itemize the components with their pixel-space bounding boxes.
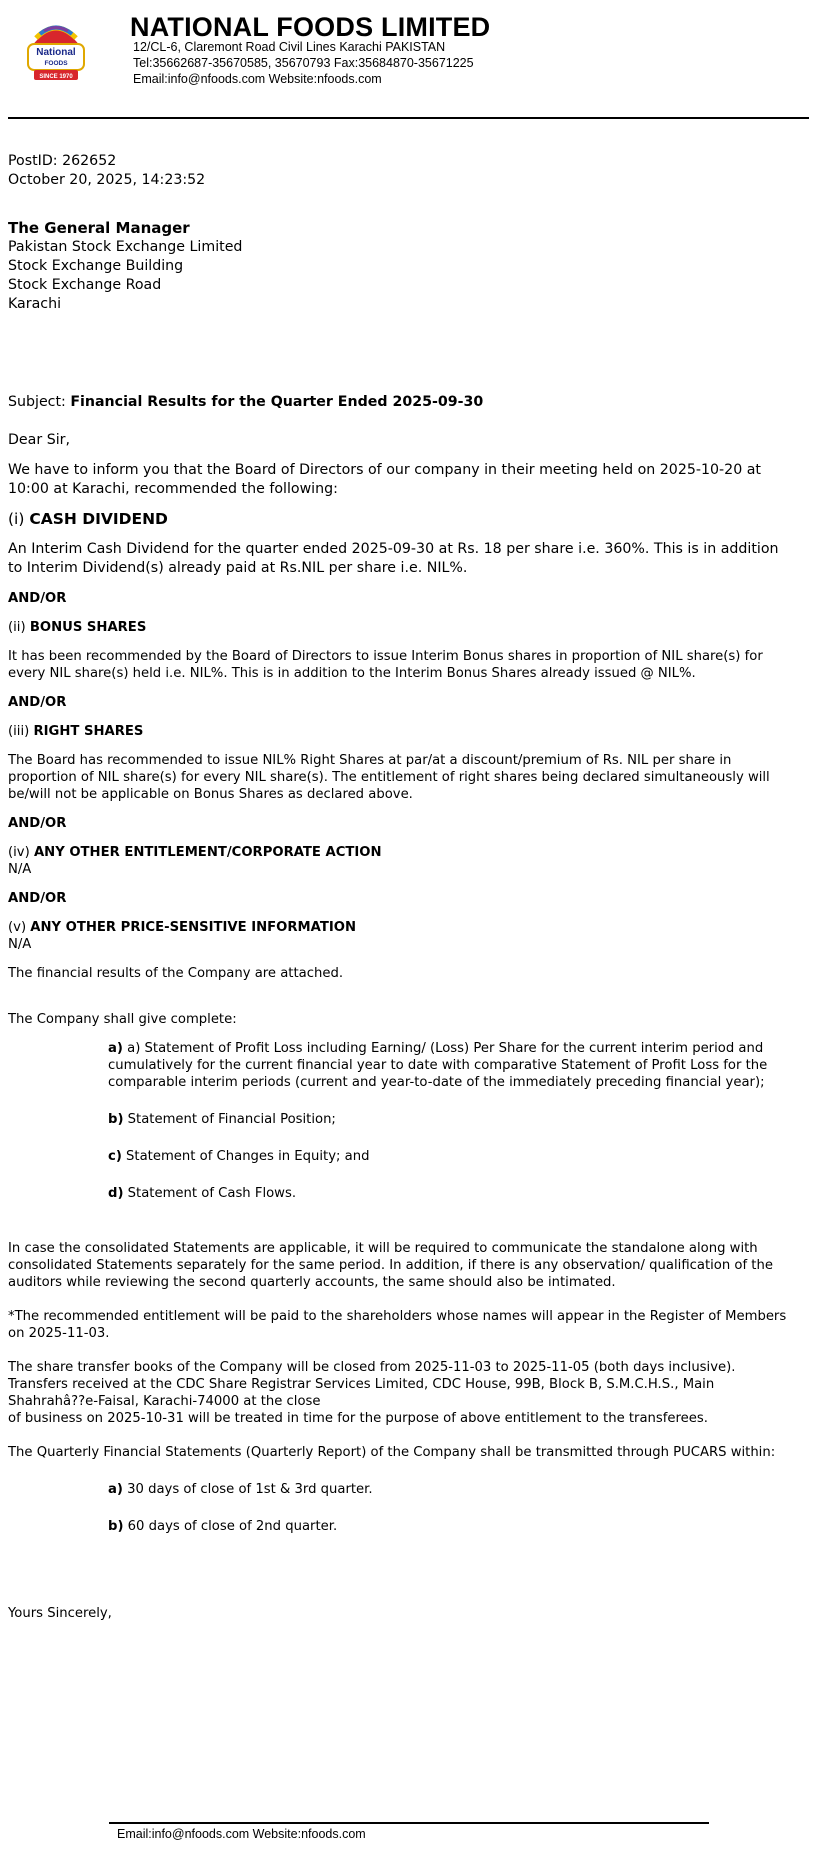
letterhead [0,0,817,120]
bonus-text: It has been recommended by the Board of Directors to issue Interim Bonus shares in proportion of NIL share(s) for every NIL share(s) held i.e. NIL%. This is in addition to the Interim Bonus Shares already issued @ NIL%. [8,649,763,681]
timeline-text: 60 days of close of 2nd quarter. [123,1519,338,1534]
company-email-web: Email:info@nfoods.com Website:nfoods.com [133,72,382,86]
section-number: (iii) [8,724,34,739]
statement-text: Statement of Cash Flows. [123,1186,297,1201]
letter-body [8,152,793,1622]
company-phone: Tel:35662687-35670585, 35670793 Fax:35684870-35671225 [133,56,474,70]
section-number: (i) [8,510,30,528]
post-id: PostID: 262652 [8,153,117,169]
addressee-line: Stock Exchange Road [8,277,162,293]
timeline-label: a) [108,1482,123,1497]
quarterly-paragraph: The Quarterly Financial Statements (Quarterly Report) of the Company shall be transmitted through PUCARS within: [8,1445,776,1460]
section-number: (iv) [8,845,34,860]
company-name: NATIONAL FOODS LIMITED [130,12,491,42]
statement-text: a) Statement of Profit Loss including Earning/ (Loss) Per Share for the current interim period and cumulatively for the current financial year to date with comparative Statement of Profit Loss for the comparable interim periods (current and year-to-date of the immediately preceding financial year); [108,1041,768,1090]
addressee-line: Stock Exchange Building [8,258,184,274]
andor-label: AND/OR [8,816,67,831]
addressee-title: The General Manager [8,219,190,237]
cash-dividend-text: An Interim Cash Dividend for the quarter ended 2025-09-30 at Rs. 18 per share i.e. 360%. This is in addition to Interim Dividend(s) already paid at Rs.NIL per share i.e. NIL%. [8,541,779,576]
andor-label: AND/OR [8,591,67,606]
intro-paragraph: We have to inform you that the Board of Directors of our company in their meeting held on 2025-10-20 at 10:00 at Karachi, recommended the following: [8,462,761,497]
book-closure-paragraph: The share transfer books of the Company will be closed from 2025-11-03 to 2025-11-05 (both days inclusive). Transfers received at the CDC Share Registrar Services Limited, CDC House, 99B, Block B, S.M.C.H.S., Main Shahrahâ??e-Faisal, Karachi-74000 at the close [8,1360,736,1409]
subject [8,393,793,412]
section-number: (ii) [8,620,30,635]
section-title: ANY OTHER ENTITLEMENT/CORPORATE ACTION [33,845,382,860]
footer-contact: Email:info@nfoods.com Website:nfoods.com [117,1827,366,1841]
statement-item [108,1040,793,1091]
post-datetime: October 20, 2025, 14:23:52 [8,172,206,188]
logo-name: National [36,47,76,58]
price-sensitive-heading [8,919,793,936]
statement-item [108,1111,793,1128]
other-entitlement-text: N/A [8,862,32,877]
section-title: RIGHT SHARES [33,724,144,739]
header-rule [8,117,809,119]
timeline-label: b) [108,1519,124,1534]
company-address: 12/CL-6, Claremont Road Civil Lines Karachi PAKISTAN [133,40,446,54]
consolidated-paragraph: In case the consolidated Statements are applicable, it will be required to communicate the standalone along with consolidated Statements separately for the same period. In addition, if there is any observation/ qualification of the auditors while reviewing the second quarterly accounts, the same should also be intimated. [8,1241,773,1290]
timeline-item [108,1518,793,1535]
section-title: ANY OTHER PRICE-SENSITIVE INFORMATION [30,920,356,935]
addressee-line: Karachi [8,296,62,312]
andor-label: AND/OR [8,891,67,906]
book-closure-paragraph-end: of business on 2025-10-31 will be treated in time for the purpose of above entitlement to the transferees. [8,1411,708,1426]
salutation: Dear Sir, [8,432,70,448]
timeline-item [108,1481,793,1498]
section-title: BONUS SHARES [29,620,147,635]
statement-text: Statement of Changes in Equity; and [121,1149,370,1164]
logo-foods: FOODS [44,60,68,67]
cash-dividend-heading [8,510,793,529]
statement-text: Statement of Financial Position; [123,1112,336,1127]
entitlement-note: *The recommended entitlement will be paid to the shareholders whose names will appear in the Register of Members on 2025-11-03. [8,1309,787,1341]
bonus-heading [8,619,793,636]
right-shares-heading [8,723,793,740]
statement-item [108,1148,793,1165]
subject-text: Financial Results for the Quarter Ended 2025-09-30 [70,394,484,410]
price-sensitive-text: N/A [8,937,32,952]
statement-label: a) [108,1041,123,1056]
statement-label: c) [108,1149,122,1164]
subject-label: Subject: [8,394,71,410]
right-shares-text: The Board has recommended to issue NIL% Right Shares at par/at a discount/premium of Rs. NIL per share in proportion of NIL share(s) for every NIL share(s). The entitlement of right shares being declared simultaneously will be/will not be applicable on Bonus Shares as declared above. [8,753,770,802]
give-complete-intro: The Company shall give complete: [8,1012,237,1027]
andor-label: AND/OR [8,695,67,710]
addressee-line: Pakistan Stock Exchange Limited [8,239,243,255]
attached-note: The financial results of the Company are attached. [8,966,344,981]
statement-label: d) [108,1186,124,1201]
statement-label: b) [108,1112,124,1127]
statement-item [108,1185,793,1202]
section-number: (v) [8,920,31,935]
closing: Yours Sincerely, [8,1606,112,1621]
logo-since: SINCE 1970 [39,74,73,80]
footer-rule [109,1822,709,1824]
other-entitlement-heading [8,844,793,861]
national-foods-logo [26,20,86,88]
timeline-text: 30 days of close of 1st & 3rd quarter. [122,1482,373,1497]
section-title: CASH DIVIDEND [29,510,168,528]
